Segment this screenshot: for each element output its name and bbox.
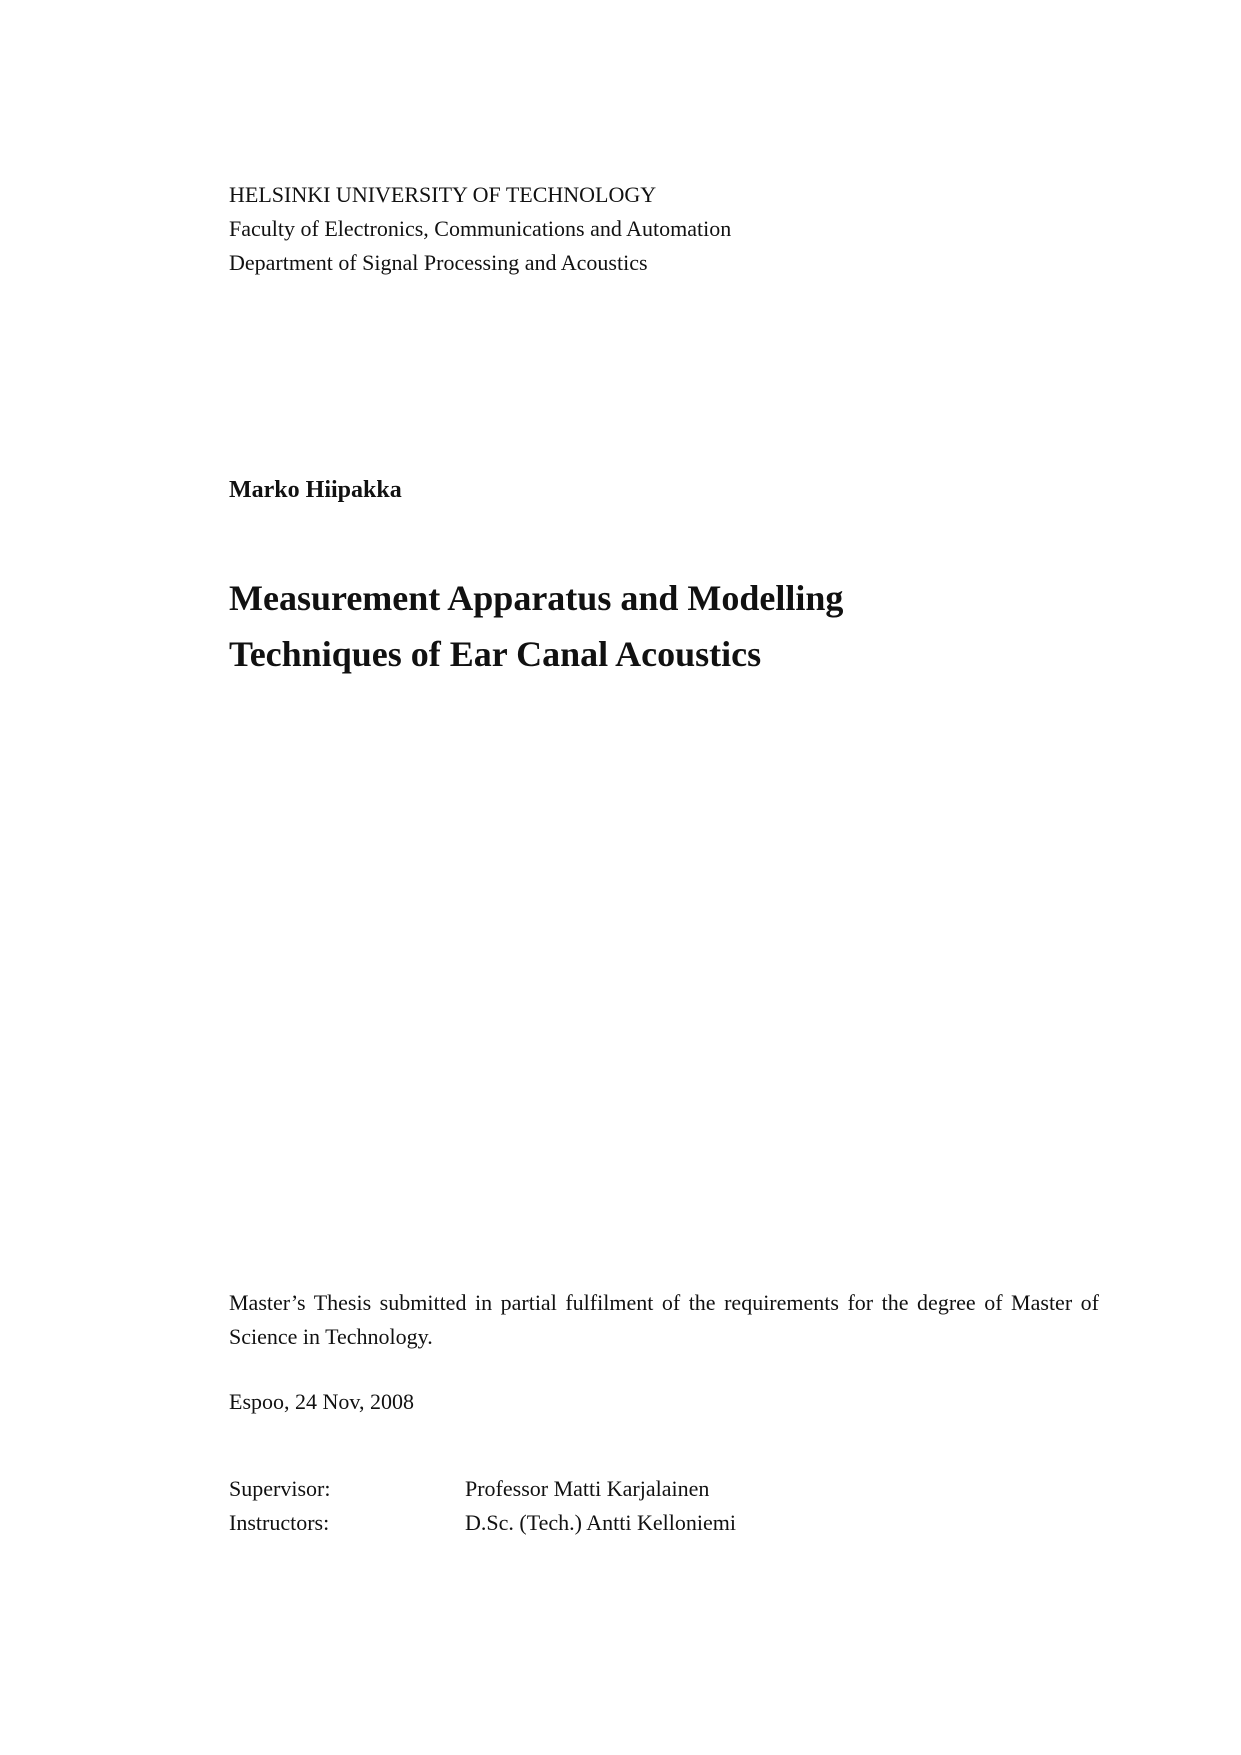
supervisor-label: Supervisor: (229, 1476, 331, 1501)
instructors-name: D.Sc. (Tech.) Antti Kelloniemi (465, 1510, 736, 1535)
thesis-title (229, 570, 1099, 682)
instructors-label: Instructors: (229, 1510, 330, 1535)
supervisor-row (229, 1472, 1099, 1506)
faculty-name: Faculty of Electronics, Communications and Automation (229, 216, 732, 241)
supervision-block (229, 1472, 1099, 1540)
supervisor-name: Professor Matti Karjalainen (465, 1476, 710, 1501)
degree-statement: Master’s Thesis submitted in partial fulfilment of the requirements for the degree of Master of Science in Technology. (229, 1290, 1099, 1349)
thesis-title-line-2: Techniques of Ear Canal Acoustics (229, 634, 762, 674)
author-name: Marko Hiipakka (229, 477, 402, 503)
department-name: Department of Signal Processing and Acoustics (229, 250, 648, 275)
place-and-date: Espoo, 24 Nov, 2008 (229, 1389, 414, 1414)
university-name: HELSINKI UNIVERSITY OF TECHNOLOGY (229, 182, 657, 207)
instructors-row (229, 1506, 1099, 1540)
institution-block (229, 178, 1099, 280)
thesis-title-line-1: Measurement Apparatus and Modelling (229, 578, 844, 618)
